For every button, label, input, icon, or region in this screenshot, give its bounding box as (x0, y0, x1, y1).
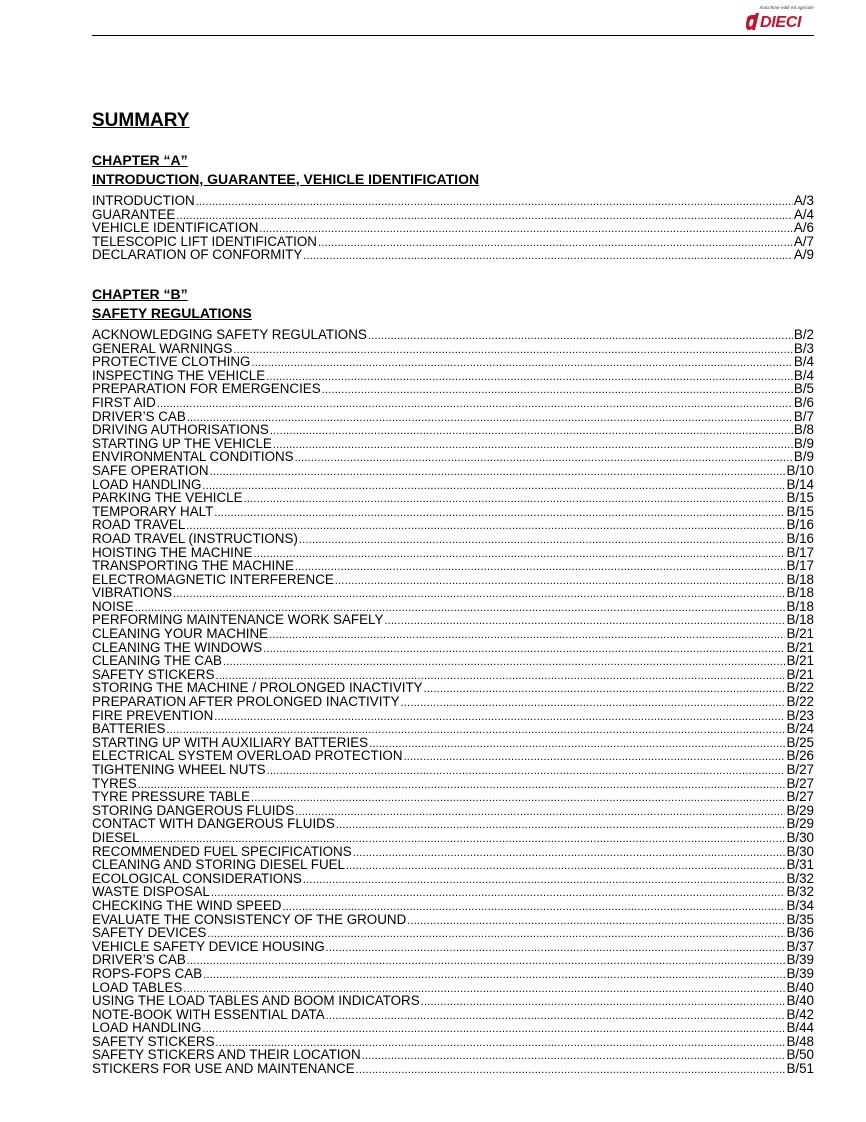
toc-entry (92, 695, 814, 709)
toc-entry (92, 1048, 814, 1062)
toc-entry (92, 235, 814, 249)
toc-entry (92, 641, 814, 655)
toc-dot-leader (259, 223, 792, 237)
toc-entry (92, 845, 814, 859)
toc-entry-title: INTRODUCTION (92, 193, 195, 208)
toc-entry-title: FIRE PREVENTION (92, 707, 214, 723)
toc-dot-leader (295, 561, 786, 575)
toc-dot-leader (303, 250, 793, 264)
toc-entry-title: LOAD TABLES (92, 979, 183, 995)
toc-entry-title: PERFORMING MAINTENANCE WORK SAFELY (92, 612, 384, 628)
toc-entry-page: B/42 (786, 1006, 814, 1022)
toc-entry-page: B/21 (786, 626, 814, 642)
toc-entry-title: WASTE DISPOSAL (92, 884, 210, 900)
toc-entry (92, 872, 814, 886)
toc-entry-title: DRIVER’S CAB (92, 952, 186, 968)
toc-entry-title: ROAD TRAVEL (92, 517, 186, 533)
toc-entry-page: B/5 (793, 381, 814, 397)
toc-entry-page: B/27 (786, 775, 814, 791)
toc-entry (92, 208, 814, 222)
toc-dot-leader (263, 643, 785, 657)
toc-entry-title: ENVIRONMENTAL CONDITIONS (92, 449, 294, 465)
toc-entry (92, 586, 814, 600)
toc-dot-leader (369, 738, 785, 752)
toc-dot-leader (273, 439, 793, 453)
toc-dot-leader (424, 683, 786, 697)
toc-entry-title: TIGHTENING WHEEL NUTS (92, 762, 266, 777)
toc-entry (92, 777, 814, 791)
toc-entry (92, 804, 814, 818)
toc-entry-page: B/23 (786, 707, 814, 723)
toc-entry-title: TEMPORARY HALT (92, 503, 214, 519)
toc-dot-leader (187, 412, 793, 426)
toc-dot-leader (202, 1023, 785, 1037)
toc-entry-page: B/32 (786, 870, 814, 886)
toc-entry (92, 1062, 814, 1076)
toc-entry-page: B/18 (786, 585, 814, 601)
toc-dot-leader (326, 1010, 786, 1024)
toc-entry-page: B/15 (786, 490, 814, 506)
toc-entry-title: CLEANING YOUR MACHINE (92, 626, 269, 642)
toc-entry (92, 559, 814, 573)
toc-entry (92, 410, 814, 424)
toc-entry-title: CLEANING AND STORING DIESEL FUEL (92, 857, 345, 873)
toc-entry-page: B/10 (786, 462, 814, 478)
toc-dot-leader (303, 874, 786, 888)
toc-dot-leader (353, 847, 786, 861)
chapter-a-title: INTRODUCTION, GUARANTEE, VEHICLE IDENTIFICATION (92, 171, 480, 187)
toc-dot-leader (318, 237, 793, 251)
toc-entry (92, 817, 814, 831)
toc-entry (92, 518, 814, 532)
toc-entry (92, 600, 814, 614)
toc-entry-title: STARTING UP WITH AUXILIARY BATTERIES (92, 734, 369, 750)
toc-dot-leader (322, 384, 793, 398)
toc-entry-page: B/18 (786, 571, 814, 587)
toc-entry-page: B/39 (786, 965, 814, 981)
toc-entry-title: VIBRATIONS (92, 585, 173, 601)
toc-entry-page: B/6 (793, 394, 814, 410)
toc-entry-page: B/29 (786, 802, 814, 818)
toc-dot-leader (210, 466, 786, 480)
toc-entry (92, 342, 814, 356)
toc-entry (92, 858, 814, 872)
toc-entry-title: ACKNOWLEDGING SAFETY REGULATIONS (92, 327, 367, 342)
logo-wordmark: DIECI (760, 14, 802, 31)
toc-dot-leader (368, 330, 793, 344)
toc-entry (92, 899, 814, 913)
toc-entry (92, 382, 814, 396)
toc-entry (92, 831, 814, 845)
toc-dot-leader (251, 792, 785, 806)
toc-entry (92, 709, 814, 723)
toc-dot-leader (335, 575, 786, 589)
toc-entry-title: GUARANTEE (92, 206, 176, 222)
toc-entry (92, 573, 814, 587)
toc-entry-page: B/26 (786, 748, 814, 764)
toc-entry-page: B/30 (786, 829, 814, 845)
toc-entry-title: SAFETY STICKERS (92, 1033, 215, 1049)
toc-entry-title: NOISE (92, 598, 134, 614)
toc-entry-title: TRANSPORTING THE MACHINE (92, 558, 294, 574)
toc-entry-title: FIRST AID (92, 394, 156, 410)
toc-entry-page: A/4 (793, 206, 814, 222)
toc-entry-page: B/40 (786, 979, 814, 995)
toc-entry-page: B/4 (793, 367, 814, 383)
toc-entry-title: EVALUATE THE CONSISTENCY OF THE GROUND (92, 911, 407, 927)
toc-entry (92, 328, 814, 342)
toc-entry-title: ROAD TRAVEL (INSTRUCTIONS) (92, 530, 298, 546)
toc-entry (92, 464, 814, 478)
toc-entry (92, 369, 814, 383)
toc-dot-leader (173, 588, 785, 602)
page-title: SUMMARY (92, 110, 190, 131)
toc-entry (92, 1008, 814, 1022)
toc-dot-leader (295, 452, 793, 466)
toc-entry-title: STORING DANGEROUS FLUIDS (92, 802, 295, 818)
toc-entry-page: B/9 (793, 435, 814, 451)
toc-dot-leader (214, 507, 785, 521)
toc-entry (92, 450, 814, 464)
toc-entry (92, 532, 814, 546)
toc-entry-title: CLEANING THE WINDOWS (92, 639, 263, 655)
chapter-a-label: CHAPTER “A” (92, 152, 188, 168)
toc-dot-leader (401, 697, 786, 711)
toc-entry (92, 967, 814, 981)
toc-entry-page: B/8 (793, 422, 814, 438)
toc-entry (92, 437, 814, 451)
toc-entry-page: B/17 (786, 544, 814, 560)
toc-entry-page: B/27 (786, 762, 814, 777)
toc-dot-leader (176, 210, 793, 224)
toc-entry (92, 221, 814, 235)
logo-tagline: macchine edili ed agricole (759, 5, 814, 10)
toc-entry-page: B/7 (793, 408, 814, 424)
toc-entry-page: B/39 (786, 952, 814, 968)
toc-entry-page: B/24 (786, 721, 814, 737)
toc-entry-title: ELECTRICAL SYSTEM OVERLOAD PROTECTION (92, 748, 403, 764)
dieci-d-mark-icon (746, 13, 761, 31)
toc-entry-title: PARKING THE VEHICLE (92, 490, 243, 506)
toc-entry-title: HOISTING THE MACHINE (92, 544, 253, 560)
chapter-a (92, 151, 814, 262)
toc-entry-page: B/9 (793, 449, 814, 465)
toc-dot-leader (157, 398, 793, 412)
toc-entry (92, 613, 814, 627)
toc-entry-page: B/4 (793, 354, 814, 370)
toc-entry-title: STARTING UP THE VEHICLE (92, 435, 272, 451)
toc-entry-page: A/9 (793, 247, 814, 263)
toc-entry (92, 194, 814, 208)
toc-entry-title: STORING THE MACHINE / PROLONGED INACTIVITY (92, 680, 423, 696)
toc-entry-page: B/35 (786, 911, 814, 927)
toc-entry-page: B/51 (786, 1061, 814, 1077)
toc-entry-title: TELESCOPIC LIFT IDENTIFICATION (92, 233, 317, 249)
toc-entry-title: ECOLOGICAL CONSIDERATIONS (92, 870, 302, 886)
toc-entry-page: B/21 (786, 639, 814, 655)
chapter-b (92, 285, 814, 1076)
toc-entry-title: PREPARATION AFTER PROLONGED INACTIVITY (92, 694, 400, 710)
toc-entry-page: A/7 (793, 233, 814, 249)
toc-dot-leader (295, 806, 785, 820)
toc-entry-page: B/17 (786, 558, 814, 574)
toc-entry-title: RECOMMENDED FUEL SPECIFICATIONS (92, 843, 352, 859)
toc-entry-page: B/21 (786, 653, 814, 669)
chapter-a-toc (92, 194, 814, 262)
chapter-b-title: SAFETY REGULATIONS (92, 305, 252, 321)
toc-entry-page: B/37 (786, 938, 814, 954)
toc-entry-title: STICKERS FOR USE AND MAINTENANCE (92, 1061, 355, 1077)
chapter-b-toc (92, 328, 814, 1076)
toc-dot-leader (267, 765, 786, 779)
toc-entry (92, 654, 814, 668)
toc-entry-title: BATTERIES (92, 721, 166, 737)
toc-entry-page: B/18 (786, 598, 814, 614)
toc-entry-page: B/21 (786, 666, 814, 682)
toc-dot-leader (214, 711, 785, 725)
toc-entry-title: SAFETY STICKERS AND THEIR LOCATION (92, 1047, 361, 1063)
toc-entry-page: B/14 (786, 476, 814, 492)
toc-entry-title: DRIVER’S CAB (92, 408, 186, 424)
toc-entry (92, 940, 814, 954)
toc-dot-leader (203, 969, 785, 983)
toc-dot-leader (421, 996, 786, 1010)
toc-dot-leader (223, 656, 785, 670)
toc-entry (92, 627, 814, 641)
toc-entry (92, 885, 814, 899)
toc-entry-page: B/16 (786, 517, 814, 533)
toc-dot-leader (244, 493, 786, 507)
toc-entry-title: PROTECTIVE CLOTHING (92, 354, 251, 370)
toc-entry-page: B/18 (786, 612, 814, 628)
header-divider (92, 35, 814, 36)
toc-entry-title: CONTACT WITH DANGEROUS FLUIDS (92, 816, 335, 832)
toc-entry (92, 355, 814, 369)
toc-entry-page: B/36 (786, 925, 814, 941)
toc-entry (92, 790, 814, 804)
toc-entry (92, 722, 814, 736)
toc-entry-title: CHECKING THE WIND SPEED (92, 897, 282, 913)
toc-entry (92, 478, 814, 492)
toc-entry-title: NOTE-BOOK WITH ESSENTIAL DATA (92, 1006, 325, 1022)
toc-dot-leader (251, 357, 792, 371)
toc-entry-page: B/31 (786, 857, 814, 873)
toc-entry-page: B/32 (786, 884, 814, 900)
toc-entry-page: B/44 (786, 1020, 814, 1036)
toc-entry-title: VEHICLE SAFETY DEVICE HOUSING (92, 938, 325, 954)
toc-entry (92, 1035, 814, 1049)
toc-entry-title: LOAD HANDLING (92, 476, 202, 492)
toc-entry-title: PREPARATION FOR EMERGENCIES (92, 381, 321, 397)
toc-entry-title: USING THE LOAD TABLES AND BOOM INDICATORS (92, 993, 420, 1009)
toc-entry (92, 248, 814, 262)
dieci-logo (746, 5, 814, 31)
toc-entry (92, 423, 814, 437)
toc-entry (92, 763, 814, 777)
toc-entry-page: B/40 (786, 993, 814, 1009)
toc-dot-leader (362, 1050, 786, 1064)
toc-entry-page: B/2 (793, 327, 814, 342)
toc-dot-leader (326, 942, 786, 956)
toc-entry-page: B/29 (786, 816, 814, 832)
toc-entry-page: B/27 (786, 789, 814, 805)
toc-entry-title: INSPECTING THE VEHICLE (92, 367, 266, 383)
toc-entry-title: CLEANING THE CAB (92, 653, 222, 669)
toc-entry (92, 736, 814, 750)
toc-dot-leader (196, 196, 793, 210)
toc-dot-leader (187, 955, 786, 969)
toc-entry-title: TYRES (92, 775, 137, 791)
toc-entry-page: B/3 (793, 340, 814, 356)
toc-entry-title: ELECTROMAGNETIC INTERFERENCE (92, 571, 334, 587)
toc-entry-page: B/48 (786, 1033, 814, 1049)
toc-entry (92, 926, 814, 940)
toc-dot-leader (253, 548, 785, 562)
toc-entry (92, 953, 814, 967)
toc-entry-title: DECLARATION OF CONFORMITY (92, 247, 303, 263)
toc-dot-leader (356, 1064, 786, 1078)
toc-dot-leader (384, 615, 785, 629)
toc-dot-leader (407, 915, 785, 929)
toc-dot-leader (299, 534, 786, 548)
toc-entry-page: A/3 (793, 193, 814, 208)
toc-entry-title: DRIVING AUTHORISATIONS (92, 422, 269, 438)
toc-entry (92, 491, 814, 505)
toc-entry (92, 981, 814, 995)
toc-entry-page: B/50 (786, 1047, 814, 1063)
toc-entry-page: B/34 (786, 897, 814, 913)
toc-dot-leader (266, 371, 793, 385)
toc-entry-title: SAFETY STICKERS (92, 666, 215, 682)
toc-dot-leader (336, 819, 786, 833)
toc-entry (92, 913, 814, 927)
toc-entry (92, 749, 814, 763)
toc-entry-title: ROPS-FOPS CAB (92, 965, 203, 981)
toc-entry (92, 994, 814, 1008)
toc-dot-leader (202, 480, 785, 494)
toc-entry-page: B/22 (786, 694, 814, 710)
toc-entry-title: DIESEL (92, 829, 140, 845)
toc-entry-title: LOAD HANDLING (92, 1020, 202, 1036)
toc-dot-leader (270, 425, 793, 439)
toc-dot-leader (211, 887, 786, 901)
toc-entry-page: B/16 (786, 530, 814, 546)
toc-entry (92, 668, 814, 682)
toc-entry-title: TYRE PRESSURE TABLE (92, 789, 251, 805)
toc-entry (92, 396, 814, 410)
toc-dot-leader (404, 751, 786, 765)
toc-entry-page: B/30 (786, 843, 814, 859)
toc-entry (92, 546, 814, 560)
toc-entry-page: A/6 (793, 220, 814, 236)
toc-entry (92, 681, 814, 695)
toc-entry-page: B/22 (786, 680, 814, 696)
toc-entry (92, 505, 814, 519)
chapter-b-label: CHAPTER “B” (92, 286, 188, 302)
toc-entry-title: VEHICLE IDENTIFICATION (92, 220, 259, 236)
toc-entry-title: SAFE OPERATION (92, 462, 209, 478)
toc-dot-leader (233, 344, 793, 358)
toc-dot-leader (269, 629, 785, 643)
toc-entry-page: B/15 (786, 503, 814, 519)
toc-entry (92, 1021, 814, 1035)
toc-dot-leader (346, 860, 785, 874)
toc-entry-title: SAFETY DEVICES (92, 925, 207, 941)
toc-entry-title: GENERAL WARNINGS (92, 340, 233, 356)
toc-entry-page: B/25 (786, 734, 814, 750)
